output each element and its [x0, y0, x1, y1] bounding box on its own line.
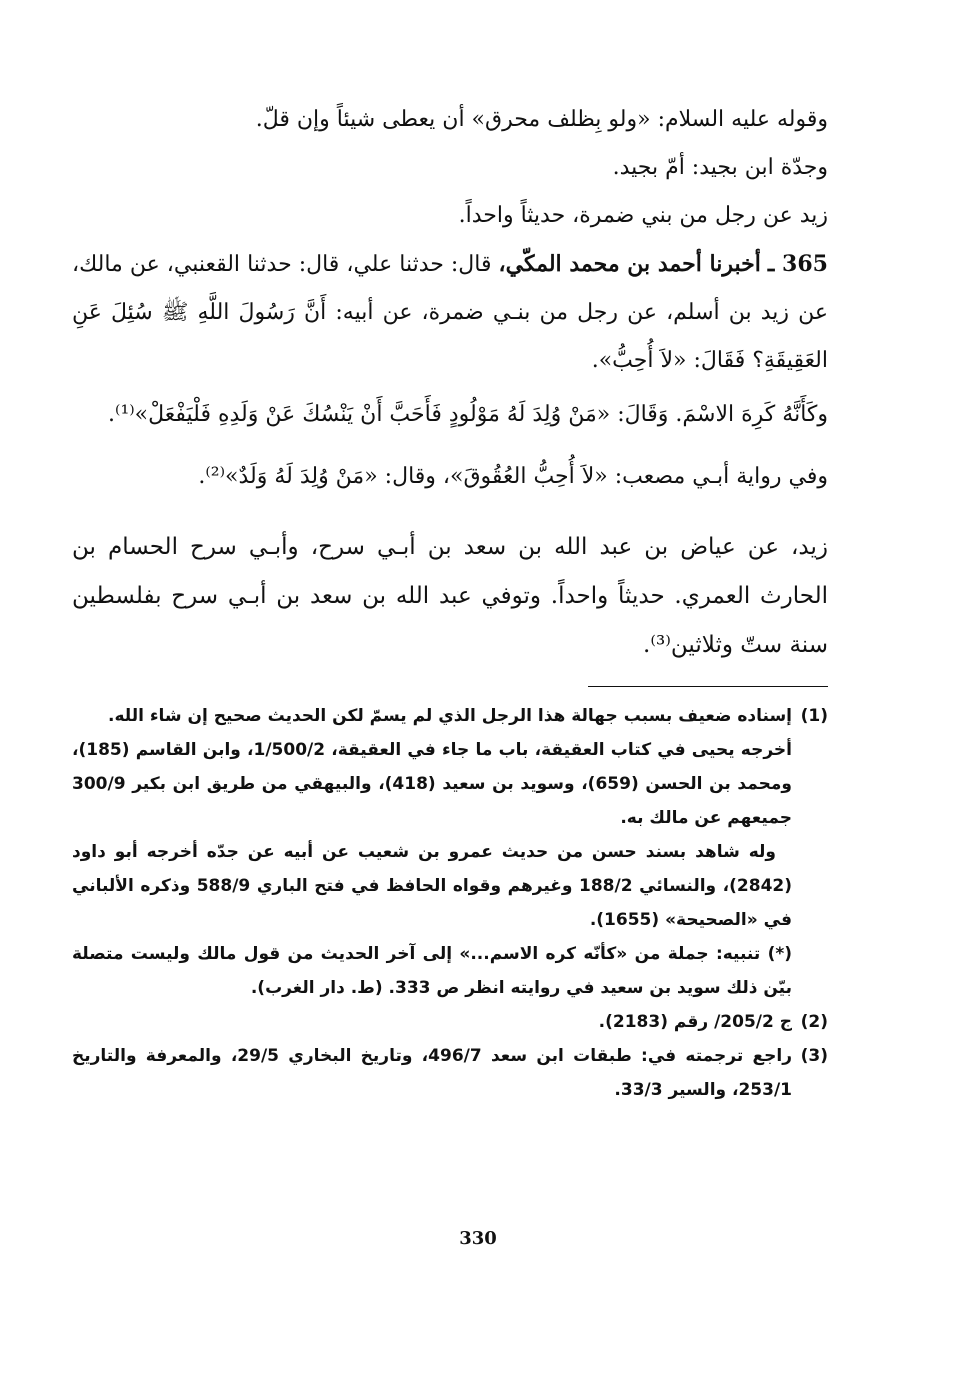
paragraph-3: وفي رواية أبـي مصعب: «لاَ أُحِبُّ العُقُوقَ»، وقال: «مَنْ وُلِدَ لَهُ وَلَدٌ»⁽²⁾. [198, 464, 828, 489]
footnote-1-text-c: وله شاهد بسند حسن من حديث عمرو بن شعيب عن أبيه عن جدّه أخرجه أبو داود (2842)، والنسائي 188/2 وغيرهم وقواه الحافظ في فتح الباري 588/9 وذكره الألباني في «الصحيحة» (1655). [72, 842, 793, 930]
page-number: 330 [459, 1228, 497, 1249]
text-line-1: وقوله عليه السلام: «ولو بِظلف محرق» أن يعطى شيئاً وإن قلّ. [255, 107, 828, 132]
footnote-2 [72, 1005, 828, 1039]
footnote-1-text-a: إسناده ضعيف بسبب جهالة هذا الرجل الذي لم يسمّ لكن الحديث صحيح إن شاء الله. [108, 706, 792, 726]
paragraph-4: زيد، عن عياض بن عبد الله بن سعد بن أبـي سرح، وأبـي سرح الحسام بن الحارث العمري. حديثاً واحداً. وتوفي عبد الله بن سعد بن أبـي سرح بفلسطين سنة ستّ وثلاثين⁽³⁾. [72, 534, 828, 658]
hadith-paragraph [72, 240, 828, 385]
footnote-3 [72, 1039, 828, 1107]
main-text [72, 96, 828, 670]
hadith-number: 365 ـ [767, 251, 828, 277]
footnotes [72, 699, 828, 1107]
footnote-2-text: ج 205/2/ رقم (2183). [598, 1012, 792, 1032]
footnote-1-text-d: (*) تنبيه: جملة من «كأنّه كره الاسم...» إلى آخر الحديث من قول مالك وليست متصلة بيّن ذلك سويد بن سعيد في روايته انظر ص 333. (ط. دار الغرب). [72, 944, 792, 998]
hadith-intro: أخبرنا أحمد بن محمد المكّي، [498, 251, 761, 277]
footnote-3-number: (3) [800, 1046, 828, 1066]
footnote-divider [588, 686, 828, 687]
footnote-1-text-b: أخرجه يحيى في كتاب العقيقة، باب ما جاء في العقيقة، 1/500/2، وابن القاسم (185)، ومحمد بن الحسن (659)، وسويد بن سعيد (418)، والبيهقي من طريق ابن بكير 300/9 جميعهم عن مالك به. [72, 740, 792, 828]
paragraph-2: وكَأَنَّهُ كَرِهَ الاسْمَ. وَقَالَ: «مَنْ وُلِدَ لَهُ مَوْلُودٍ فَأَحَبَّ أَنْ يَنْسُكَ عَنْ وَلَدِهِ فَلْيَفْعَلْ»⁽¹⁾. [108, 402, 828, 427]
footnote-2-number: (2) [800, 1012, 828, 1032]
text-line-3: زيد عن رجل من بني ضمرة، حديثاً واحداً. [458, 203, 828, 228]
text-line-2: وجدّة ابن بجيد: أمّ بجيد. [612, 155, 828, 180]
footnote-3-text: راجع ترجمته في: طبقات ابن سعد 496/7، وتاريخ البخاري 29/5، والمعرفة والتاريخ 253/1، والسير 33/3. [72, 1046, 793, 1100]
footnote-1-number: (1) [800, 706, 828, 726]
footnote-1 [72, 699, 828, 733]
hadith-text: قال: حدثنا علي، قال: حدثنا القعنبي، عن مالك، عن زيد بن أسلم، عن رجل من بنـي ضمرة، عن أبيه: أَنَّ رَسُولَ اللَّهِ ﷺ سُئِلَ عَنِ العَقِيقَةِ؟ فَقَالَ: «لاَ أُحِبُّ». [72, 252, 828, 373]
